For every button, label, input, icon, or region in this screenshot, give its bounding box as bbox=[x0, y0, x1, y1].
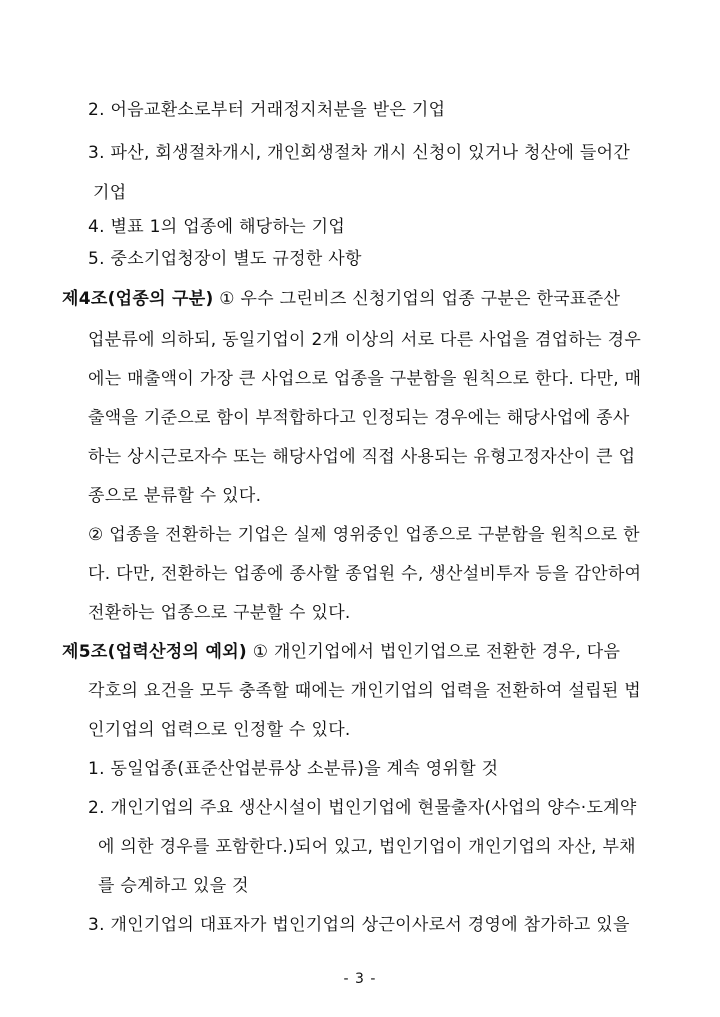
line-text: 4. 별표 1의 업종에 해당하는 기업 bbox=[88, 217, 346, 237]
article-5-item-3 bbox=[88, 914, 630, 936]
line-text: 를 승계하고 있을 것 bbox=[98, 876, 249, 896]
line-text: ① 개인기업에서 법인기업으로 전환한 경우, 다음 bbox=[252, 642, 621, 662]
article-5-item-1 bbox=[88, 758, 498, 780]
article-4-paragraph-2 bbox=[88, 524, 640, 546]
line-text: ② 업종을 전환하는 기업은 실제 영위중인 업종으로 구분함을 원칙으로 한 bbox=[88, 525, 640, 545]
article-5-line bbox=[88, 719, 351, 741]
article-4-heading: 제4조(업종의 구분) bbox=[62, 289, 214, 309]
line-text: 하는 상시근로자수 또는 해당사업에 직접 사용되는 유형고정자산이 큰 업 bbox=[88, 447, 636, 467]
line-text: 다. 다만, 전환하는 업종에 종사할 종업원 수, 생산설비투자 등을 감안하여 bbox=[88, 564, 642, 584]
article-5-line bbox=[88, 680, 641, 702]
line-text: 각호의 요건을 모두 충족할 때에는 개인기업의 업력을 전환하여 설립된 법 bbox=[88, 681, 641, 701]
line-text: 종으로 분류할 수 있다. bbox=[88, 486, 262, 506]
list-item-2 bbox=[88, 99, 445, 121]
line-text: 출액을 기준으로 함이 부적합하다고 인정되는 경우에는 해당사업에 종사 bbox=[88, 408, 630, 428]
list-item-4 bbox=[88, 216, 345, 238]
line-text: ① 우수 그린비즈 신청기업의 업종 구분은 한국표준산 bbox=[219, 289, 621, 309]
line-text: 3. 파산, 회생절차개시, 개인회생절차 개시 신청이 있거나 청산에 들어간 bbox=[88, 143, 631, 163]
article-4-line bbox=[88, 446, 635, 468]
line-text: 업분류에 의하되, 동일기업이 2개 이상의 서로 다른 사업을 겸업하는 경우 bbox=[88, 330, 642, 350]
article-4-line bbox=[88, 368, 641, 390]
article-4-first-line bbox=[62, 288, 620, 310]
article-5-item-2-continued bbox=[98, 836, 636, 858]
line-text: 5. 중소기업청장이 별도 규정한 사항 bbox=[88, 249, 362, 269]
line-text: 인기업의 업력으로 인정할 수 있다. bbox=[88, 720, 351, 740]
article-4-line bbox=[88, 485, 261, 507]
article-4-line bbox=[88, 407, 630, 429]
line-text: 3. 개인기업의 대표자가 법인기업의 상근이사로서 경영에 참가하고 있을 bbox=[88, 915, 630, 935]
article-4-line bbox=[88, 602, 351, 624]
line-text: 2. 어음교환소로부터 거래정지처분을 받은 기업 bbox=[88, 100, 446, 120]
line-text: 전환하는 업종으로 구분할 수 있다. bbox=[88, 603, 351, 623]
list-item-3 bbox=[88, 142, 630, 164]
line-text: 1. 동일업종(표준산업분류상 소분류)을 계속 영위할 것 bbox=[88, 759, 499, 779]
article-5-first-line bbox=[62, 641, 620, 663]
article-5-item-2-continued bbox=[98, 875, 249, 897]
article-5-heading: 제5조(업력산정의 예외) bbox=[62, 642, 247, 662]
list-item-5 bbox=[88, 248, 362, 270]
page-number: - 3 - bbox=[343, 971, 377, 987]
line-text: 기업 bbox=[93, 183, 127, 203]
article-4-line bbox=[88, 563, 641, 585]
line-text: 에는 매출액이 가장 큰 사업으로 업종을 구분함을 원칙으로 한다. 다만, 매 bbox=[88, 369, 642, 389]
list-item-3-continued bbox=[93, 182, 126, 204]
line-text: 2. 개인기업의 주요 생산시설이 법인기업에 현물출자(사업의 양수·도계약 bbox=[88, 798, 637, 818]
article-4-line bbox=[88, 329, 641, 351]
line-text: 에 의한 경우를 포함한다.)되어 있고, 법인기업이 개인기업의 자산, 부채 bbox=[98, 837, 636, 857]
article-5-item-2 bbox=[88, 797, 637, 819]
